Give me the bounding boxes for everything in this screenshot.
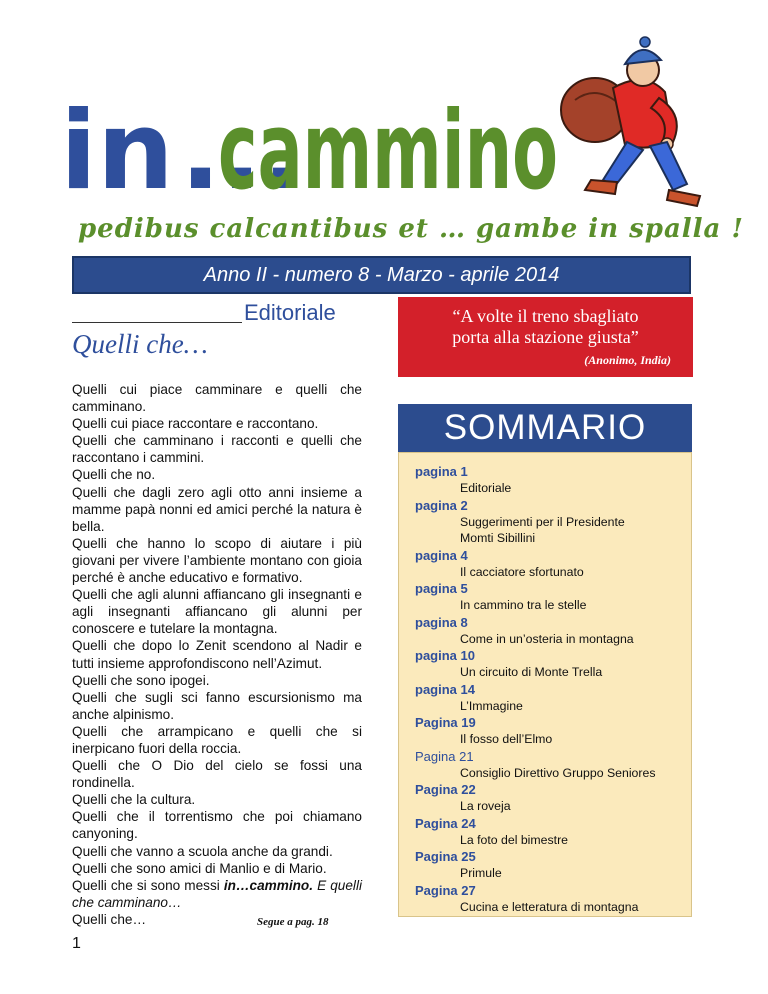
- quote-text: [398, 306, 693, 348]
- toc-page: pagina 10: [415, 648, 475, 663]
- editorial-paragraph: Quelli che O Dio del cielo se fossi una rondinella.: [72, 758, 362, 791]
- toc-item[interactable]: Un circuito di Monte Trella: [460, 665, 603, 679]
- editorial-paragraph: Quelli che dagli zero agli otto anni insieme a mamme papà nonni ed amici perché la natura è bella.: [72, 484, 362, 534]
- toc-page: pagina 4: [415, 547, 468, 563]
- masthead-logo: [60, 40, 580, 220]
- toc-item[interactable]: Primule: [460, 866, 502, 880]
- editorial-paragraph: Quelli cui piace camminare e quelli che camminano.: [72, 382, 362, 415]
- last-line-prefix: Quelli che si sono messi: [72, 877, 224, 893]
- last-line-suffix: E quelli che camminano…: [72, 877, 362, 910]
- editorial-final-line: Quelli che…: [72, 911, 147, 927]
- sommario-header: [398, 404, 692, 452]
- editorial-paragraph: Quelli che agli alunni affiancano gli insegnanti e agli insegnanti affiancano gli alunni per conoscere e tutelare la montagna.: [72, 587, 362, 637]
- toc-page: pagina 5: [415, 581, 468, 596]
- toc-item[interactable]: Come in un’osteria in montagna: [460, 631, 634, 646]
- editoriale-title: Quelli che…: [72, 329, 208, 359]
- hiker-illustration: [555, 30, 705, 220]
- editorial-paragraph: Quelli che no.: [72, 467, 156, 483]
- toc-page: pagina 14: [415, 681, 475, 697]
- toc-page: Pagina 25: [415, 849, 476, 864]
- toc-page: Pagina 19: [415, 715, 476, 730]
- editorial-body: [72, 381, 362, 928]
- editorial-paragraph: Quelli che hanno lo scopo di aiutare i più giovani per vivere l’ambiente montano con gioia perché è anche educativo e formativo.: [72, 535, 362, 586]
- editorial-paragraph: Quelli che arrampicano e quelli che si inerpicano fuori della roccia.: [72, 723, 362, 756]
- quote-line-1: “A volte il treno sbagliato: [452, 306, 639, 326]
- editorial-paragraph: Quelli che sono amici di Manlio e di Mario.: [72, 860, 327, 876]
- issue-text: Anno II - numero 8 - Marzo - aprile 2014: [203, 263, 560, 286]
- toc-item[interactable]: Cucina e letteratura di montagna: [460, 899, 639, 914]
- quote-author: (Anonimo, India): [584, 353, 671, 367]
- logo-in-text: in: [60, 89, 174, 214]
- logo-dots-text: ...: [180, 89, 304, 214]
- toc-item[interactable]: Editoriale: [460, 481, 512, 495]
- toc-page: Pagina 27: [415, 882, 476, 898]
- toc-item[interactable]: Il fosso dell’Elmo: [460, 732, 553, 746]
- editoriale-label: Editoriale: [244, 300, 336, 325]
- quote-box: [398, 297, 693, 377]
- issue-band: [72, 256, 691, 294]
- editorial-paragraph: Quelli che la cultura.: [72, 792, 196, 808]
- editorial-paragraph: Quelli che camminano i racconti e quelli che raccontano i cammini.: [72, 433, 362, 466]
- toc-item[interactable]: Suggerimenti per il Presidente: [460, 514, 625, 529]
- sommario-title: SOMMARIO: [443, 408, 647, 447]
- toc-item[interactable]: In cammino tra le stelle: [460, 598, 587, 612]
- tagline: pedibus calcantibus et … gambe in spalla !: [78, 214, 744, 244]
- toc-item[interactable]: La foto del bimestre: [460, 832, 569, 847]
- editorial-paragraph: Quelli che sono ipogei.: [72, 672, 210, 688]
- last-line-emphasis: in…cammino.: [223, 877, 314, 893]
- editorial-paragraph: Quelli cui piace raccontare e raccontano.: [72, 416, 319, 432]
- toc-page: pagina 1: [415, 464, 468, 479]
- page-number: 1: [72, 935, 81, 952]
- editorial-paragraph: Quelli che il torrentismo che poi chiamano canyoning.: [72, 809, 362, 842]
- editorial-paragraph: Quelli che sugli sci fanno escursionismo ma anche alpinismo.: [72, 689, 362, 722]
- toc-item[interactable]: Consiglio Direttivo Gruppo Seniores: [460, 765, 656, 780]
- editoriale-rule: [72, 322, 242, 323]
- toc-page: pagina 8: [415, 614, 468, 630]
- sommario-list: [398, 452, 692, 917]
- toc-item[interactable]: Momti Sibillini: [460, 531, 536, 545]
- toc-item[interactable]: L’Immagine: [460, 698, 523, 713]
- editorial-paragraph: Quelli che vanno a scuola anche da grandi.: [72, 843, 333, 859]
- logo-cammino-text: cammino: [218, 89, 558, 214]
- toc-page: Pagina 21: [415, 748, 474, 764]
- toc-page: Pagina 24: [415, 815, 476, 831]
- quote-line-2: porta alla stazione giusta”: [452, 327, 639, 347]
- editorial-paragraph: Quelli che dopo lo Zenit scendono al Nadir e tutti insieme approfondiscono nell’Azimut.: [72, 638, 362, 671]
- toc-page: pagina 2: [415, 497, 468, 513]
- toc-item[interactable]: La roveja: [460, 799, 511, 813]
- editorial-paragraph-last: [72, 877, 362, 911]
- continue-note: Segue a pag. 18: [257, 916, 329, 928]
- toc-item[interactable]: Il cacciatore sfortunato: [460, 564, 584, 579]
- toc-page: Pagina 22: [415, 782, 476, 797]
